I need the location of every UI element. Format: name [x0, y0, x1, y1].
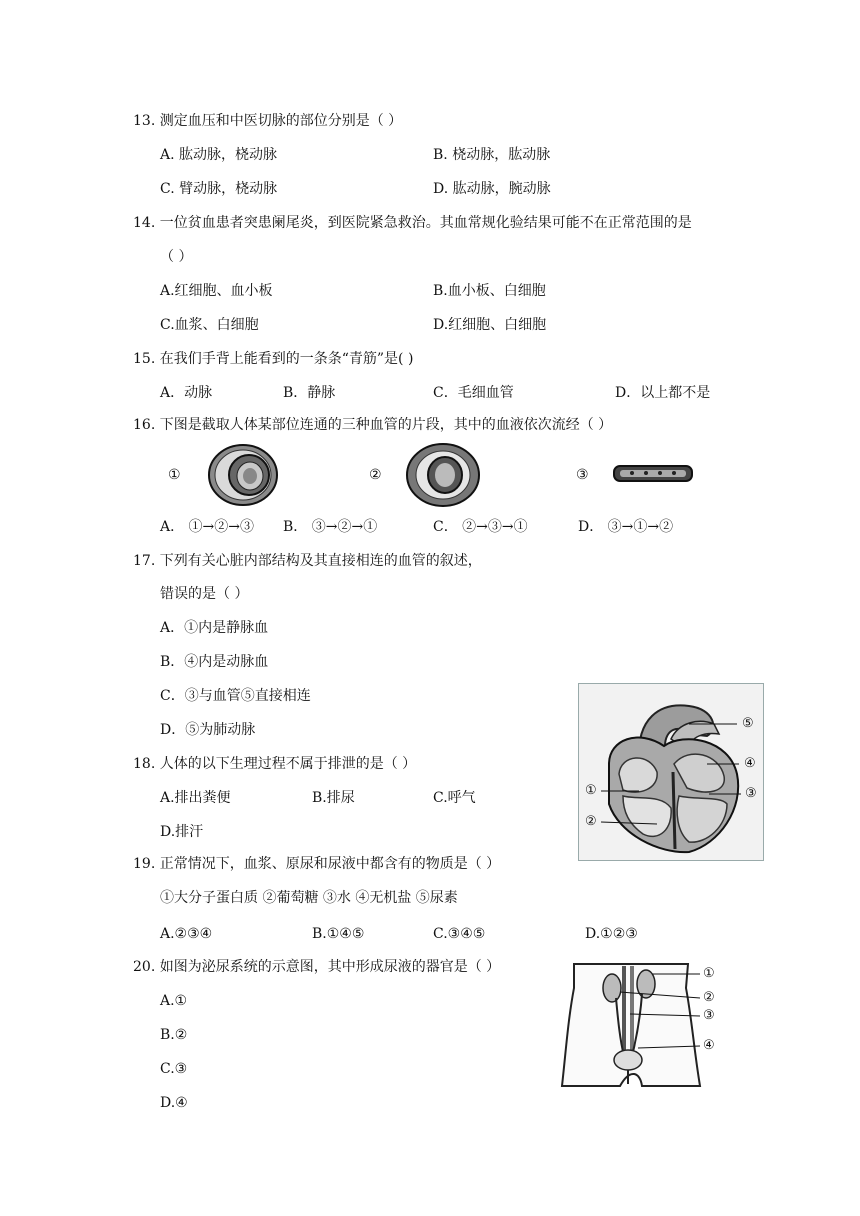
q16-option-c[interactable]: C． ②→③→① [433, 519, 528, 535]
q16-option-a[interactable]: A． ①→②→③ [160, 519, 255, 535]
q18-option-c[interactable]: C.呼气 [433, 790, 476, 806]
q13-stem: 13. 测定血压和中医切脉的部位分别是（ ） [133, 113, 403, 129]
q20-stem: 20. 如图为泌尿系统的示意图，其中形成尿液的器官是（ ） [133, 959, 501, 975]
q18-option-a[interactable]: A.排出粪便 [160, 790, 231, 806]
q14-stem: 14. 一位贫血患者突患阑尾炎，到医院紧急救治。其血常规化验结果可能不在正常范围的是 [133, 215, 692, 231]
q14-option-c[interactable]: C.血浆、白细胞 [160, 317, 259, 333]
q17-option-c[interactable]: C．③与血管⑤直接相连 [160, 688, 311, 704]
urinary-label-1: ① [703, 966, 715, 981]
q18-option-b[interactable]: B.排尿 [312, 790, 355, 806]
q18-stem: 18. 人体的以下生理过程不属于排泄的是（ ） [133, 756, 417, 772]
heart-label-5: ⑤ [742, 716, 754, 731]
q18-option-d[interactable]: D.排汗 [160, 824, 204, 840]
vessel-label-2: ② [369, 467, 382, 483]
urinary-label-2: ② [703, 990, 715, 1005]
q19-option-a[interactable]: A.②③④ [160, 926, 213, 942]
q15-option-c[interactable]: C．毛细血管 [433, 385, 514, 401]
q17-option-b[interactable]: B．④内是动脉血 [160, 654, 269, 670]
q13-option-a[interactable]: A. 肱动脉，桡动脉 [160, 147, 278, 163]
urinary-label-3: ③ [703, 1008, 715, 1023]
q19-option-c[interactable]: C.③④⑤ [433, 926, 486, 942]
heart-label-2: ② [585, 814, 597, 829]
q17-stem: 17. 下列有关心脏内部结构及其直接相连的血管的叙述， [133, 553, 482, 569]
q19-items: ①大分子蛋白质 ②葡萄糖 ③水 ④无机盐 ⑤尿素 [160, 890, 458, 906]
q19-stem: 19. 正常情况下，血浆、原尿和尿液中都含有的物质是（ ） [133, 856, 501, 872]
q15-stem: 15. 在我们手背上能看到的一条条“青筋”是( ) [133, 351, 414, 367]
q16-stem: 16. 下图是截取人体某部位连通的三种血管的片段，其中的血液依次流经（ ） [133, 417, 613, 433]
q20-option-c[interactable]: C.③ [160, 1061, 188, 1077]
q16-option-d[interactable]: D． ③→①→② [578, 519, 674, 535]
vessel-vein-figure [403, 441, 483, 509]
q20-option-b[interactable]: B.② [160, 1027, 188, 1043]
heart-label-3: ③ [745, 786, 757, 801]
q20-option-d[interactable]: D.④ [160, 1095, 188, 1111]
q19-option-b[interactable]: B.①④⑤ [312, 926, 365, 942]
vessel-label-1: ① [168, 467, 181, 483]
heart-label-1: ① [585, 783, 597, 798]
q20-option-a[interactable]: A.① [160, 993, 188, 1009]
heart-label-4: ④ [744, 756, 756, 771]
q19-option-d[interactable]: D.①②③ [585, 926, 638, 942]
urinary-system-figure [560, 960, 730, 1088]
vessel-capillary-figure [612, 462, 696, 486]
q17-option-d[interactable]: D．⑤为肺动脉 [160, 722, 256, 738]
vessel-label-3: ③ [576, 467, 589, 483]
q13-option-b[interactable]: B. 桡动脉，肱动脉 [433, 147, 551, 163]
q14-option-a[interactable]: A.红细胞、血小板 [160, 283, 273, 299]
q17-stem-cont: 错误的是（ ） [160, 586, 249, 602]
vessel-artery-figure [203, 441, 281, 509]
q17-option-a[interactable]: A．①内是静脉血 [160, 620, 269, 636]
q14-option-b[interactable]: B.血小板、白细胞 [433, 283, 546, 299]
urinary-label-4: ④ [703, 1038, 715, 1053]
q13-option-c[interactable]: C. 臂动脉，桡动脉 [160, 181, 278, 197]
q14-stem-cont: （ ） [160, 249, 193, 265]
q15-option-a[interactable]: A．动脉 [160, 385, 213, 401]
q13-option-d[interactable]: D. 肱动脉，腕动脉 [433, 181, 551, 197]
q16-option-b[interactable]: B． ③→②→① [283, 519, 378, 535]
q14-option-d[interactable]: D.红细胞、白细胞 [433, 317, 547, 333]
q15-option-b[interactable]: B．静脉 [283, 385, 336, 401]
heart-figure [578, 683, 764, 861]
q15-option-d[interactable]: D．以上都不是 [615, 385, 711, 401]
